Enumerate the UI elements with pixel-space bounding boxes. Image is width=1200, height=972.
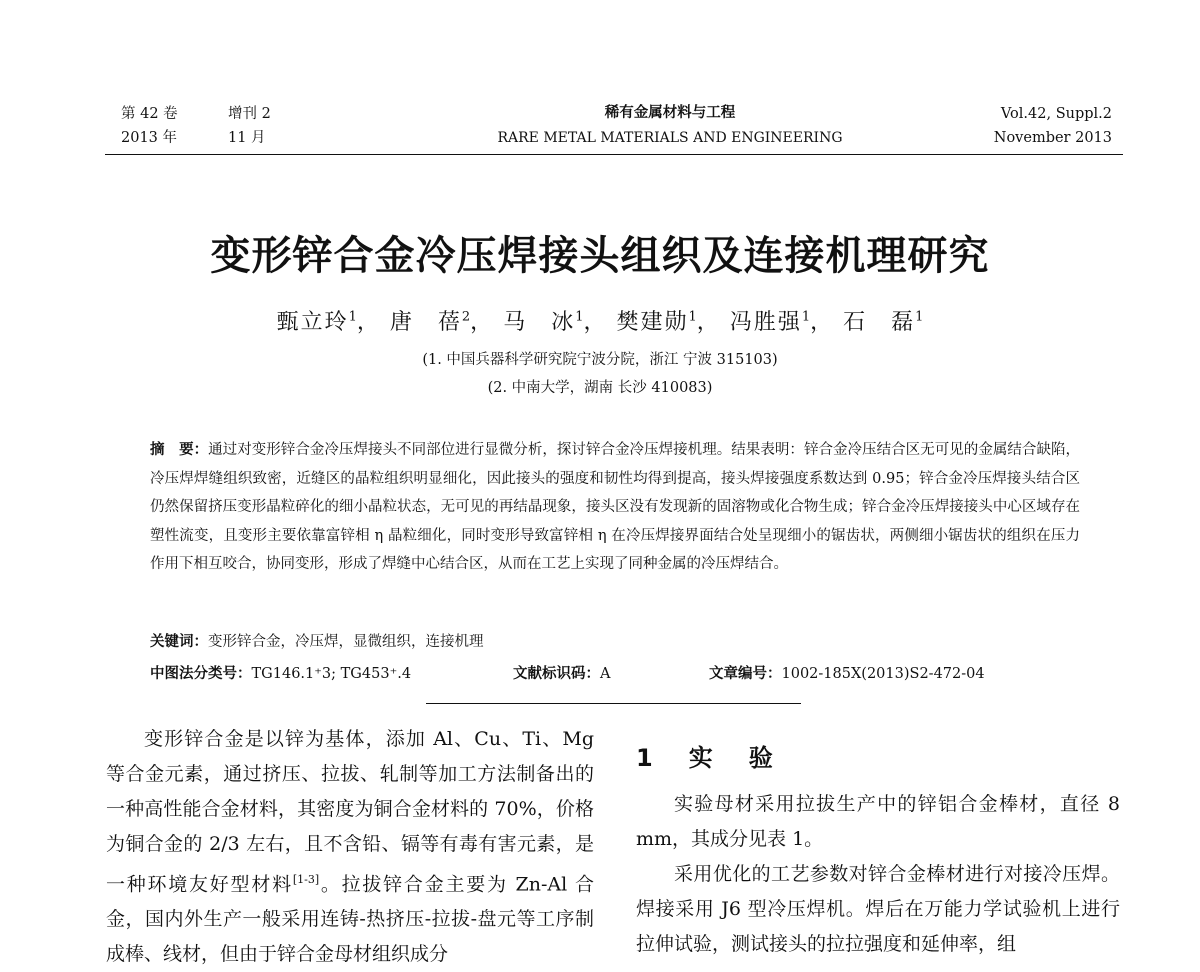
author-name: 冯胜强 xyxy=(729,310,802,335)
clc-value: TG146.1⁺3; TG453⁺.4 xyxy=(251,666,412,682)
volume-label: 第 42 卷 xyxy=(121,106,178,122)
author-affiliation-mark: 1 xyxy=(688,309,697,325)
author-name: 唐 蓓 xyxy=(389,310,462,335)
affiliation-1: (1. 中国兵器科学研究院宁波分院，浙江 宁波 315103) xyxy=(422,352,778,368)
right-column xyxy=(636,787,1120,962)
article-number-value: 1002-185X(2013)S2-472-04 xyxy=(781,666,985,682)
document-code-value: A xyxy=(600,666,611,682)
author-separator: ， xyxy=(470,310,495,335)
intro-text-b: 。拉拔锌合金主要为 Zn-Al 合金，国内外生产一般采用连铸-热挤压-拉拔-盘元等工序制成棒、线材，但由于锌合金母材组织成分 xyxy=(106,873,594,966)
author-affiliation-mark: 1 xyxy=(575,309,584,325)
abstract-label: 摘 要： xyxy=(150,442,209,458)
document-code-label: 文献标识码： xyxy=(513,666,600,682)
section-divider xyxy=(426,703,801,704)
issue-label: 增刊 2 xyxy=(228,106,271,122)
left-column xyxy=(106,722,594,972)
author-affiliation-mark: 1 xyxy=(915,309,924,325)
author-list xyxy=(0,305,1200,336)
year-label: 2013 年 xyxy=(121,130,178,146)
intro-paragraph xyxy=(106,722,594,972)
date-en: November 2013 xyxy=(993,130,1112,146)
clc-label: 中图法分类号： xyxy=(150,666,252,682)
keywords-text: 变形锌合金，冷压焊，显微组织，连接机理 xyxy=(208,634,484,650)
author-affiliation-mark: 1 xyxy=(801,309,811,325)
experiment-paragraph-2: 采用优化的工艺参数对锌合金棒材进行对接冷压焊。焊接采用 J6 型冷压焊机。焊后在万能力学试验机上进行拉伸试验，测试接头的拉拉强度和延伸率，组 xyxy=(636,863,1120,955)
volume-en: Vol.42, Suppl.2 xyxy=(1000,106,1112,122)
author-name: 石 磊 xyxy=(843,310,916,335)
author-separator: ， xyxy=(810,310,835,335)
author-separator: ， xyxy=(696,310,721,335)
author-separator: ， xyxy=(583,310,608,335)
journal-title-cn: 稀有金属材料与工程 xyxy=(604,105,736,121)
author-affiliation-mark: 1 xyxy=(348,309,357,325)
section-heading: 1 实 验 xyxy=(636,744,779,772)
citation-ref: [1-3] xyxy=(292,873,320,886)
keywords xyxy=(150,630,484,651)
author-name: 樊建勋 xyxy=(616,310,689,335)
intro-text-a: 变形锌合金是以锌为基体，添加 Al、Cu、Ti、Mg 等合金元素，通过挤压、拉拔、轧制等加工方法制备出的一种高性能合金材料，其密度为铜合金材料的 70%，价格为铜合金的 2/3 左右，且不含铅、镉等有毒有害元素，是一种环境友好型材料 xyxy=(106,728,594,896)
author-name: 甄立玲 xyxy=(276,310,349,335)
journal-title-en: RARE METAL MATERIALS AND ENGINEERING xyxy=(497,130,843,146)
author-separator: ， xyxy=(356,310,381,335)
abstract-text: 通过对变形锌合金冷压焊接头不同部位进行显微分析，探讨锌合金冷压焊接机理。结果表明：锌合金冷压结合区无可见的金属结合缺陷，冷压焊焊缝组织致密，近缝区的晶粒组织明显细化，因此接头的强度和韧性均得到提高，接头焊接强度系数达到 0.95；锌合金冷压焊接头结合区仍然保留挤压变形晶粒碎化的细小晶粒状态，无可见的再结晶现象，接头区没有发现新的固溶物或化合物生成；锌合金冷压焊接接头中心区域存在塑性流变，且变形主要依靠富锌相 η 晶粒细化，同时变形导致富锌相 η 在冷压焊接界面结合处呈现细小的锯齿状，两侧细小锯齿状的组织在压力作用下相互咬合，协同变形，形成了焊缝中心结合区，从而在工艺上实现了同种金属的冷压焊结合。 xyxy=(150,442,1081,572)
abstract xyxy=(150,436,1080,579)
document-code xyxy=(513,662,610,683)
article-number-label: 文章编号： xyxy=(709,666,782,682)
paper-title: 变形锌合金冷压焊接头组织及连接机理研究 xyxy=(210,233,990,279)
header-rule xyxy=(105,154,1123,155)
experiment-paragraph-1: 实验母材采用拉拔生产中的锌铝合金棒材，直径 8 mm，其成分见表 1。 xyxy=(636,793,1120,850)
author-affiliation-mark: 2 xyxy=(461,309,471,325)
month-label: 11 月 xyxy=(228,130,266,146)
author-name: 马 冰 xyxy=(503,310,576,335)
clc-number xyxy=(150,662,411,683)
keywords-label: 关键词： xyxy=(150,634,208,650)
affiliation-2: (2. 中南大学，湖南 长沙 410083) xyxy=(487,380,713,396)
article-number xyxy=(709,662,985,683)
